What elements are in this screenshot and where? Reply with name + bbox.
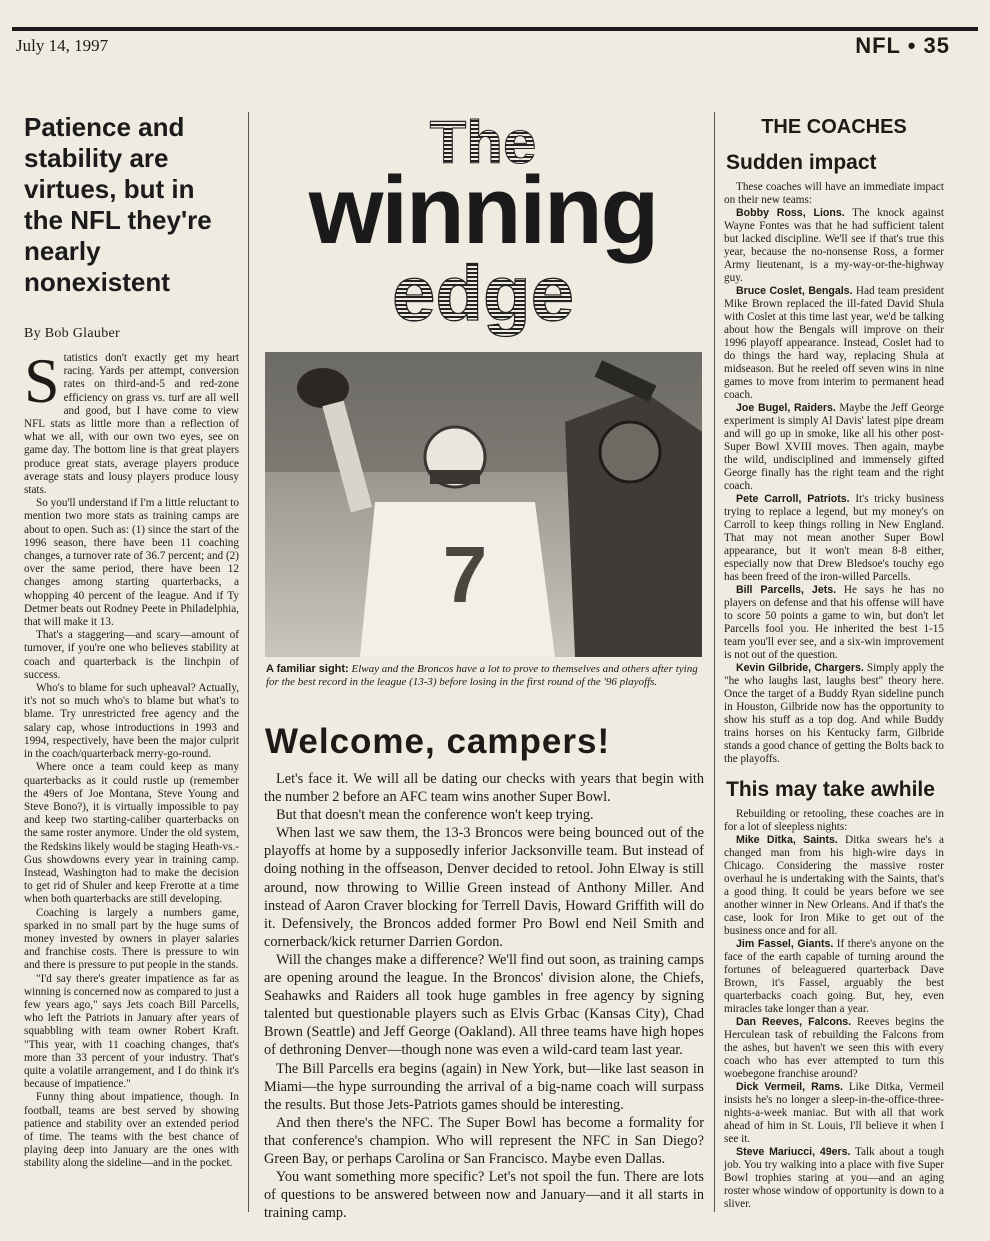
center-headline: Welcome, campers!: [265, 722, 611, 761]
center-paragraph: Let's face it. We will all be dating our checks with years that begin with the number 2 before an AFC team wins another Super Bowl.: [264, 771, 704, 806]
coach-name: Dick Vermeil, Rams.: [736, 1081, 843, 1093]
winning-edge-logo: [262, 108, 704, 348]
article-paragraph: Statistics don't exactly get my heart racing. Yards per attempt, conversion rates on third-and-5 and red-zone efficiency on grass vs. turf are all well and good, but I have come to view NFL stats as little more than a reflection of what we all, with our own two eyes, see on game day. The bottom line is that great players produce great stats, average players produce average stats and lousy players produce lousy stats.: [24, 345, 239, 497]
coach-name: Steve Mariucci, 49ers.: [736, 1146, 851, 1158]
coach-entry: Dan Reeves, Falcons. Reeves begins the Herculean task of rebuilding the Falcons from the ashes, but haven't we seen this with every coach who has ever attempted to turn this woebegone franchise around?: [724, 1016, 945, 1080]
center-paragraph: And then there's the NFC. The Super Bowl has become a formality for that conference's champion. Who will represent the NFC in San Diego? Green Bay, or perhaps Carolina or San Francisco. Maybe even Dallas.: [264, 1114, 704, 1167]
coach-name: Jim Fassel, Giants.: [736, 938, 834, 950]
article-paragraph: So you'll understand if I'm a little reluctant to mention two more stats as training camps are about to open. Such as: (1) since the start of the 1996 season, there have been 11 coaching changes, a turnover rate of 36.7 percent; and (2) over the same period, there have been 12 changes among starting quarterbacks, a whopping 40 percent of the league. And if Ty Detmer beats out Rodney Peete in Philadelphia, that will make it 13.: [24, 497, 239, 629]
caption-text: Elway and the Broncos have a lot to prove to themselves and others after tying for the best record in the league (13-3) before losing in the first round of the '96 playoffs.: [266, 663, 698, 688]
coach-entry: Bobby Ross, Lions. The knock against Wayne Fontes was that he had sufficient talent but lacked discipline. We'll see if that's true this year, because the no-nonsense Ross, a former Army lieutenant, is a my-way-or-the-highway guy.: [724, 207, 944, 284]
coach-name: Mike Ditka, Saints.: [736, 834, 838, 846]
center-paragraph: The Bill Parcells era begins (again) in New York, but—like last season in Miami—the hype surrounding the arrival of a big-name coach will surpass the results. But those Jets-Patriots games should be interesting.: [264, 1060, 704, 1113]
article-headline: Patience and stability are virtues, but in the NFL they're nearly nonexistent: [24, 112, 212, 297]
article-paragraph: Where once a team could keep as many quarterbacks as it could rustle up (remember the 49ers of Joe Montana, Steve Young and Steve Bono?), it is virtually impossible to pay and keep two starting-caliber quarterbacks on the same roster anymore. Under the old system, the Redskins likely would be staging Heath-vs.-Gus showdowns every year in training camp. Instead, Washington had to make the decision to get rid of Shuler and keep Frerotte at a time when both quarterbacks are still developing.: [24, 761, 239, 906]
center-paragraph: When last we saw them, the 13-3 Broncos were being bounced out of the playoffs at home by a supposedly inferior Jacksonville team. But instead of doing nothing in the offseason, Denver decided to retool. John Elway is still around, now throwing to Willie Green instead of Anthony Miller. And instead of Aaron Craver blocking for Terrell Davis, Howard Griffith will do it. Defensively, the Broncos added former Pro Bowl end Neil Smith and cornerback/kick returner Darrien Gordon.: [264, 825, 704, 950]
section-intro: Rebuilding or retooling, these coaches are in for a lot of sleepless nights:: [724, 808, 944, 833]
top-rule: [12, 27, 978, 31]
center-column: [262, 108, 704, 348]
center-paragraph: But that doesn't mean the conference won't keep trying.: [276, 807, 594, 824]
coach-entry: Pete Carroll, Patriots. It's tricky business trying to replace a legend, but my money's on Carroll to keep things rolling in New England. That may not mean another Super Bowl appearance, but it won't mean 8-8 either, especially now that Drew Bledsoe's touchy ego has been freed of the iron-willed Parcells.: [724, 493, 945, 583]
svg-text:7: 7: [442, 530, 488, 619]
article-paragraph: Funny thing about impatience, though. In football, teams are best served by showing patience and stability over an extended period of time. The teams with the best chance of playing deep into January are the ones with stability along the sideline—and in the pocket.: [24, 1091, 239, 1170]
center-body: [264, 770, 704, 1222]
article-paragraph: That's a staggering—and scary—amount of turnover, if you're one who believes stability at coach and quarterback is the linchpin of success.: [24, 629, 239, 681]
center-paragraph: Will the changes make a difference? We'll find out soon, as training camps are opening around the league. In the Broncos' division alone, the Chiefs, Seahawks and Raiders all took huge gambles in free agency by signing talented but questionable players such as Elvis Grbac (Kansas City), Chad Brown (Seattle) and Jeff George (Oakland). All three teams have high hopes of dethroning Denver—though none was even a wild-card team last year.: [264, 951, 704, 1059]
section-heading: This may take awhile: [726, 778, 935, 801]
coach-entry: Dick Vermeil, Rams. Like Ditka, Vermeil insists he's no longer a sleep-in-the-office-three-nights-a-week maniac. But with all that work ahead of him in St. Louis, I'll believe it when I see it.: [724, 1081, 944, 1145]
center-paragraph: You want something more specific? Let's not spoil the fun. There are lots of questions to be answered between now and January—and it all starts in training camp.: [264, 1169, 704, 1222]
caption-label: A familiar sight:: [266, 663, 349, 675]
drop-cap: S: [24, 345, 60, 416]
photo-graphic: [265, 352, 702, 657]
coach-entry: Steve Mariucci, 49ers. Talk about a tough job. You try walking into a place with five Super Bowl trophies staring at you—and an aging roster whose window of opportunity is down to a sliver.: [724, 1146, 944, 1210]
section-intro: These coaches will have an immediate impact on their new teams:: [724, 181, 944, 206]
coach-entry: Bill Parcells, Jets. He says he has no players on defense and that his offense will have to score 50 points a game to win, but don't let Parcells fool you. He inherited the best 1-15 team you'll ever see, and a six-win improvement is not out of the question.: [724, 584, 944, 661]
article-paragraph: Who's to blame for such upheaval? Actually, it's not so much who's to blame but what's to blame. Try unrestricted free agency and the salary cap, whose introductions in 1993 and 1994, respectively, have been the major culprit in the coach/quarterback merry-go-round.: [24, 682, 239, 761]
logo-graphic: [262, 108, 704, 348]
logo-word-winning: winning: [308, 157, 658, 264]
coach-name: Bruce Coslet, Bengals.: [736, 285, 853, 297]
column-divider: [714, 112, 715, 1212]
coach-name: Dan Reeves, Falcons.: [736, 1016, 852, 1028]
byline: By Bob Glauber: [24, 326, 120, 341]
article-body: [24, 345, 239, 1171]
coach-name: Bill Parcells, Jets.: [736, 584, 837, 596]
coach-name: Joe Bugel, Raiders.: [736, 402, 836, 414]
coach-name: Kevin Gilbride, Chargers.: [736, 662, 864, 674]
issue-date: July 14, 1997: [16, 36, 109, 55]
coach-entry: Jim Fassel, Giants. If there's anyone on the face of the earth capable of turning around the fortunes of beleaguered quarterback Dave Brown, it's Fassel, arguably the best quarterbacks coach going. But, hey, even miracles take longer than a year.: [724, 938, 945, 1015]
section-heading: Sudden impact: [726, 151, 877, 174]
coach-entry: Kevin Gilbride, Chargers. Simply apply the "he who laughs last, laughs best" theory here. Once the target of a Buddy Ryan sideline punch in Houston, Gilbride now has the opportunity to show his stuff as a top dog. And while Buddy trains horses on his Kentucky farm, Gilbride stands a good chance of getting the Bolts back to the playoffs.: [724, 662, 944, 765]
coaches-title: THE COACHES: [761, 116, 907, 138]
article-paragraph: Coaching is largely a numbers game, sparked in no small part by the huge sums of money invested by owners in player salaries and franchise costs. There is pressure to win and there is pressure to put people in the stands.: [24, 906, 239, 972]
coach-entry: Mike Ditka, Saints. Ditka swears he's a changed man from his high-wire days in Chicago. Considering the massive roster overhaul he is undertaking with the Saints, that's a good thing. It could be years before we see another winner in New Orleans. And if that's the case, look for Iron Mike to get out of the business once and for all.: [724, 834, 944, 937]
coach-name: Pete Carroll, Patriots.: [736, 493, 850, 505]
photo-caption: [266, 663, 704, 689]
coach-entry: Joe Bugel, Raiders. Maybe the Jeff George experiment is simply Al Davis' latest pipe dream and will go up in smoke, like all his other post-Super Bowl XVIII moves. Then again, maybe the wild, undisciplined and immensely gifted George finally has the right team and the right coach.: [724, 402, 944, 492]
coaches-sidebar: [724, 112, 944, 1211]
column-divider: [248, 112, 249, 1212]
coach-entry: Bruce Coslet, Bengals. Had team president Mike Brown replaced the ill-fated David Shula with Coslet at this time last year, we'd be talking about how the Bengals will improve on their 1996 playoff appearance. Instead, Coslet had to do things the hard way, replacing Shula at midseason. But he reeled off seven wins in nine games to move from interim to permanent head coach.: [724, 285, 945, 401]
coach-name: Bobby Ross, Lions.: [736, 207, 845, 219]
logo-word-edge: edge: [391, 249, 575, 337]
left-column-article: [24, 112, 239, 1171]
elway-photo: [265, 352, 702, 657]
article-paragraph: "I'd say there's greater impatience as far as winning is concerned now as compared to just a few years ago," says Jets coach Bill Parcells, who left the Patriots in January after years of squabbling with team owner Robert Kraft. "This year, with 11 coaching changes, that's more than 33 percent of your industry. That's quite a volatile arrangement, and I do think it's because of impatience.": [24, 972, 239, 1091]
logo-word-the: The: [429, 109, 537, 176]
section-page-number: NFL • 35: [855, 33, 950, 58]
